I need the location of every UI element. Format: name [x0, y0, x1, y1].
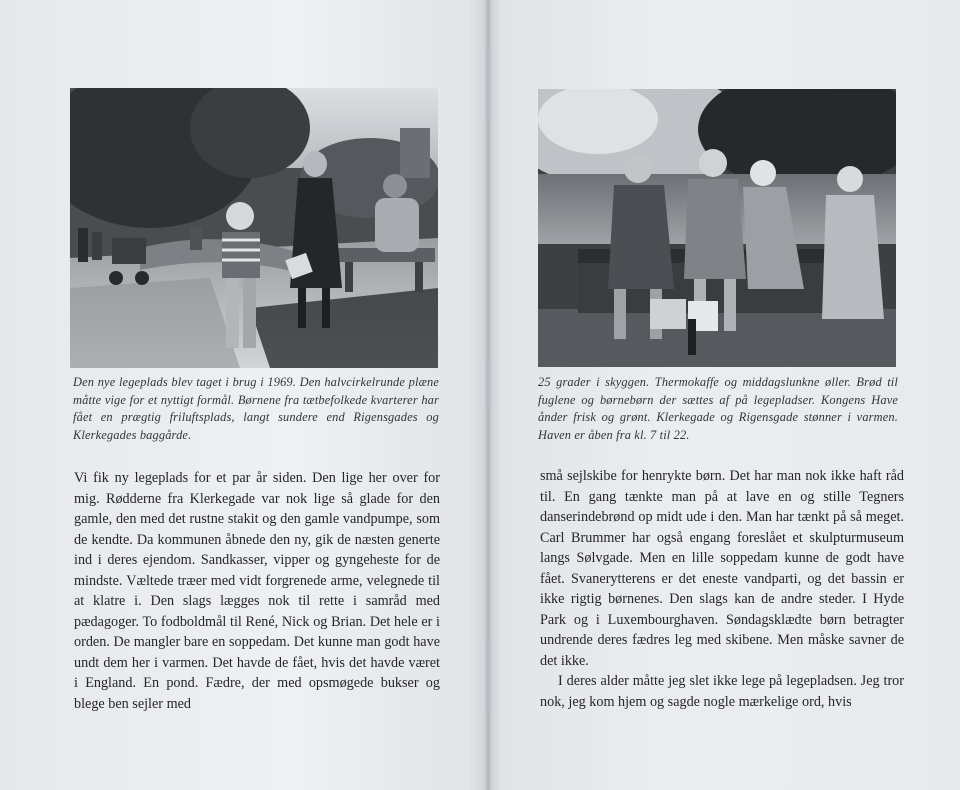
- binding-stitch: [486, 46, 489, 122]
- body-paragraph: små sejlskibe for henrykte børn. Det har man nok ikke haft råd til. En gang tænkte man på at lave en og stille Tegners danserindebrønd op midt ude i den. Man har tænkt på så meget. Carl Brummer har også engang foreslået et skulpturmuseum langs Sølvgade. Men en lille soppedam kunne de godt have fået. Svanerytterens er det eneste vandparti, og det bassin er ikke rigtig børnenes. Den slags kan de andre steder. I Hyde Park og i Luxembourghaven. Søndagsklædte børn betragter undrende deres fædres leg med skibene. Men måske savner de det ikke.: [540, 468, 904, 669]
- binding-stitch: [486, 360, 489, 408]
- binding-stitch: [486, 640, 489, 712]
- body-text-right: [540, 466, 904, 712]
- body-paragraph: Vi fik ny legeplads for et par år siden. Den lige her over for mig. Rødderne fra Klerkegade var nok lige så glade for den gamle, den med det rustne stakit og den gamle vandpumpe, som de kendte. Da kommunen åbnede den ny, gik de næsten generte ind i deres ejendom. Sandkasser, vipper og gyngeheste for de mindste. Væltede træer med vidt forgrenede arme, velegnede til at klatre i. Den slags lægges nok til rette i samråd med pædagoger. To fodboldmål til René, Nick og Brian. Det hele er i orden. De mangler bare en soppedam. Det kunne man godt have undt dem her i varmen. Det havde de fået, hvis det havde været i England. En pond. Fædre, der med opsmøgede bukser og blege ben sejler med: [74, 470, 440, 712]
- body-text-left: [74, 468, 440, 714]
- body-paragraph: I deres alder måtte jeg slet ikke lege på legepladsen. Jeg tror nok, jeg kom hjem og sagde nogle mærkelige ord, hvis: [540, 673, 904, 710]
- playground-photo: [70, 88, 438, 368]
- park-bench-photo: [538, 89, 896, 367]
- photo-caption-right: 25 grader i skyggen. Thermokaffe og middagslunkne øller. Brød til fuglene og børnebørn der sættes af på legepladser. Kongens Have ånder frisk og grønt. Klerkegade og Rigensgade stønner i varmen. Haven er åben fra kl. 7 til 22.: [538, 375, 898, 442]
- photo-caption-left: Den nye legeplads blev taget i brug i 1969. Den halvcirkelrunde plæne måtte vige for et nyttigt formål. Børnene fra tætbefolkede kvarterer har fået en prægtig friluftsplads, langt sundere end Rigensgades og Klerkegades baggårde.: [73, 375, 439, 442]
